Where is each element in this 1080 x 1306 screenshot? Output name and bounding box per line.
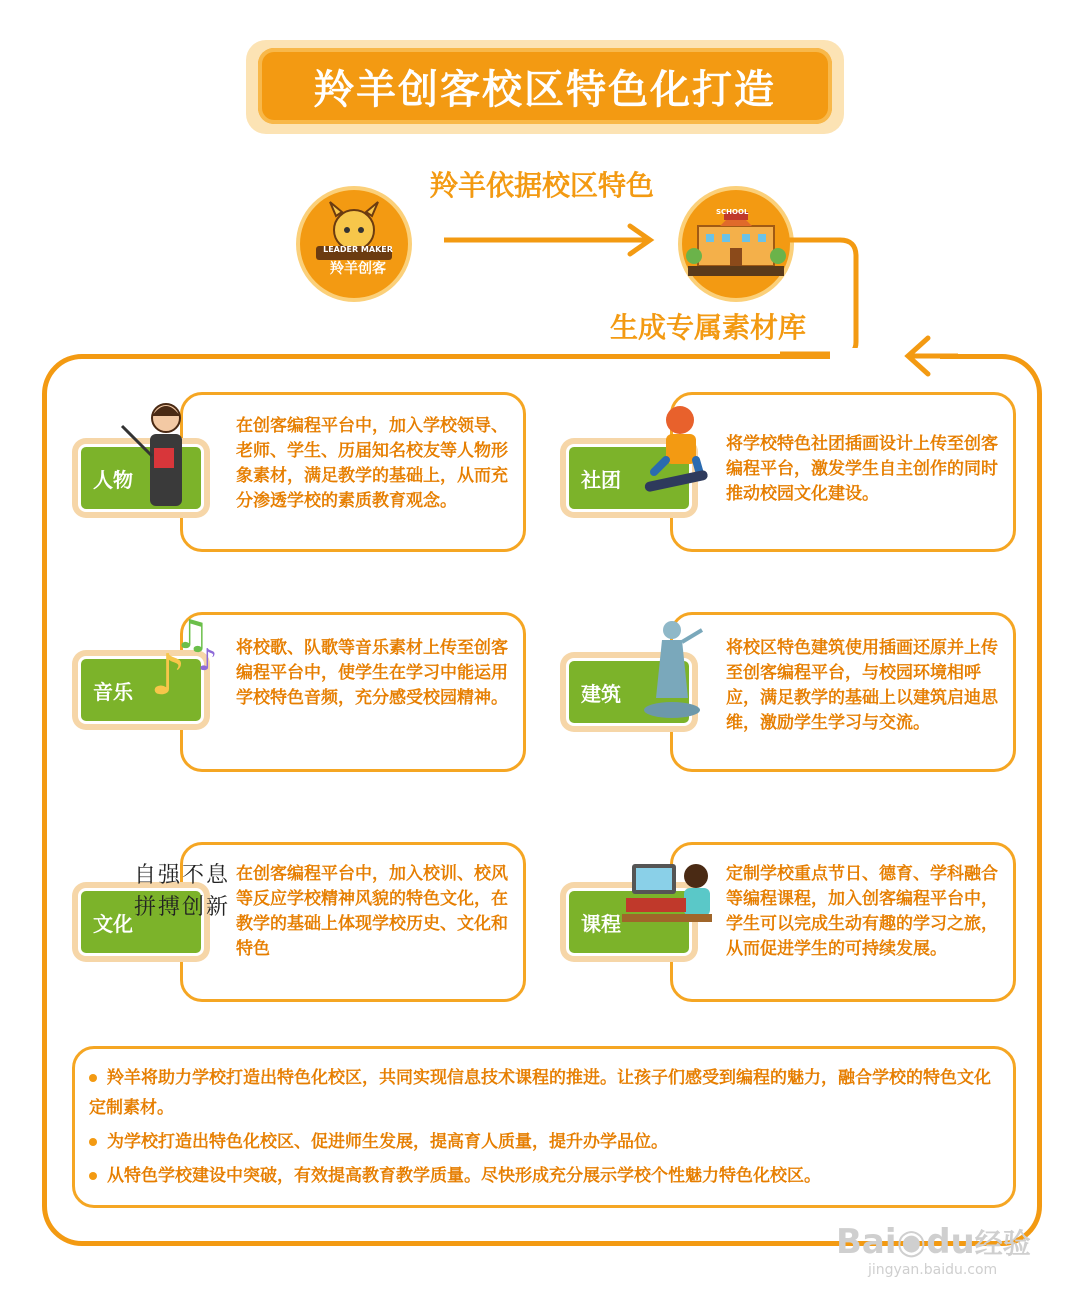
card-course-text: 定制学校重点节日、德育、学科融合等编程课程，加入创客编程平台中，学生可以完成生动有趣的学习之旅，从而促进学生的可持续发展。 — [726, 864, 998, 959]
school-circle — [678, 186, 794, 302]
svg-text:♪: ♪ — [150, 643, 186, 704]
card-culture-text: 在创客编程平台中，加入校训、校风等反应学校精神风貌的特色文化，在教学的基础上体现学校历史、文化和特色 — [236, 864, 508, 959]
step-top-text: 羚羊依据校区特色 — [430, 169, 655, 202]
card-club-text: 将学校特色社团插画设计上传至创客编程平台，激发学生自主创作的同时推动校园文化建设。 — [726, 434, 998, 504]
arrow-right-icon — [440, 222, 660, 262]
tag-music-label: 音乐 — [78, 656, 204, 724]
svg-text:♪: ♪ — [198, 643, 218, 678]
watermark-brand-b: du — [926, 1222, 975, 1262]
tag-architecture-label: 建筑 — [566, 658, 692, 726]
paw-icon: ◉ — [896, 1222, 927, 1262]
school-sign: SCHOOL — [716, 208, 749, 216]
logo-circle — [296, 186, 412, 302]
tag-culture-label: 文化 — [78, 888, 204, 956]
tag-course-label: 课程 — [566, 888, 692, 956]
svg-text:♫: ♫ — [174, 612, 210, 658]
watermark-url: jingyan.baidu.com — [868, 1262, 998, 1278]
logo-label: 羚羊创客 — [330, 261, 386, 277]
bullet-icon — [89, 1172, 97, 1180]
arrow-left-icon — [900, 334, 960, 378]
teacher-icon — [120, 396, 200, 516]
summary-item — [89, 1127, 1003, 1157]
page-title: 羚羊创客校区特色化打造 — [258, 48, 832, 124]
step-bottom-text: 生成专属素材库 — [610, 311, 807, 344]
summary-item — [89, 1063, 1003, 1123]
bullet-icon — [89, 1138, 97, 1146]
summary-text: 为学校打造出特色化校区、促进师生发展，提高育人质量，提升办学品位。 — [107, 1132, 668, 1152]
card-people-text: 在创客编程平台中，加入学校领导、老师、学生、历届知名校友等人物形象素材，满足教学的基础上，从而充分渗透学校的素质教育观念。 — [236, 416, 508, 511]
card-music-text: 将校歌、队歌等音乐素材上传至创客编程平台中，使学生在学习中能运用学校特色音频，充分感受校园精神。 — [236, 638, 508, 708]
calligraphy-line-1: 自强不息 — [134, 863, 231, 888]
mascot-icon — [300, 190, 408, 298]
logo-brand: LEADER MAKER — [323, 245, 393, 254]
bullet-icon — [89, 1074, 97, 1082]
summary-text: 羚羊将助力学校打造出特色化校区，共同实现信息技术课程的推进。让孩子们感受到编程的魅力，融合学校的特色文化定制素材。 — [89, 1068, 991, 1118]
watermark-cn: 经验 — [974, 1227, 1031, 1260]
card-architecture-text: 将校区特色建筑使用插画还原并上传至创客编程平台，与校园环境相呼应，满足教学的基础上以建筑启迪思维，激励学生学习与交流。 — [726, 638, 998, 733]
summary-text: 从特色学校建设中突破，有效提高教育教学质量。尽快形成充分展示学校个性魅力特色化校区。 — [107, 1166, 821, 1186]
tag-club-label: 社团 — [566, 444, 692, 512]
summary-box — [72, 1046, 1016, 1208]
skateboarder-icon — [636, 400, 716, 496]
statue-icon — [632, 608, 712, 724]
student-computer-icon — [622, 854, 718, 944]
watermark-brand-a: Bai — [836, 1222, 897, 1262]
calligraphy-line-2: 拼搏创新 — [134, 895, 231, 920]
tag-people-label: 人物 — [78, 444, 204, 512]
summary-item — [89, 1161, 1003, 1191]
music-note-icon — [146, 604, 226, 704]
school-building-icon — [682, 190, 790, 298]
watermark-brand — [836, 1222, 1031, 1262]
